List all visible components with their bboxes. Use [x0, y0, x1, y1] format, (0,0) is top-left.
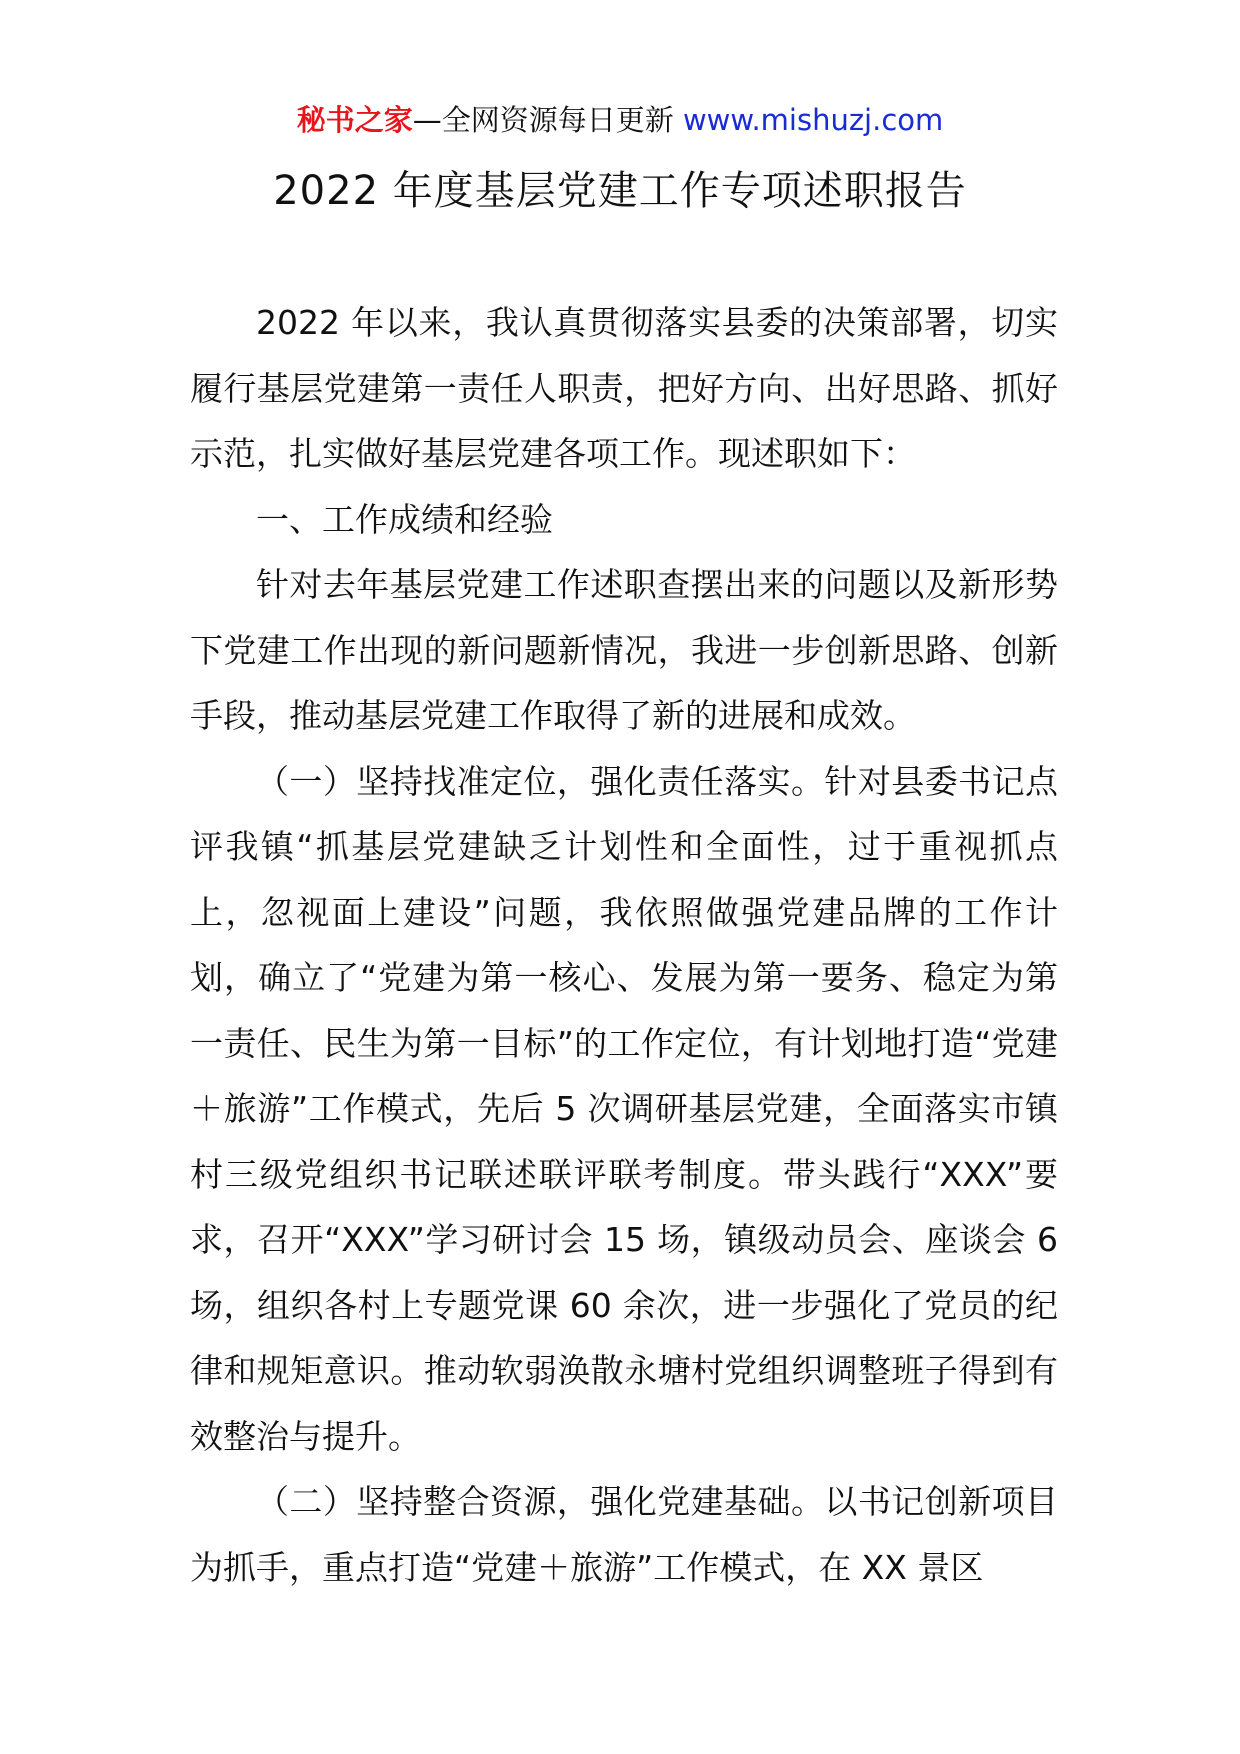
section-heading: 一、工作成绩和经验: [256, 499, 553, 539]
brand-name: 秘书之家: [296, 103, 413, 137]
section-intro-paragraph: 针对去年基层党建工作述职查摆出来的问题以及新形势下党建工作出现的新问题新情况，我进一步创新思路、创新手段，推动基层党建工作取得了新的进展和成效。: [190, 565, 1058, 735]
item-1-paragraph: （一）坚持找准定位，强化责任落实。针对县委书记点评我镇“抓基层党建缺乏计划性和全面性，过于重视抓点上，忽视面上建设”问题，我依照做强党建品牌的工作计划，确立了“党建为第一核心、发展为第一要务、稳定为第一责任、民生为第一目标”的工作定位，有计划地打造“党建＋旅游”工作模式，先后 5 次调研基层党建，全面落实市镇村三级党组织书记联述联评联考制度。带头践行“XXX”要求，召开“XXX”学习研讨会 15 场，镇级动员会、座谈会 6 场，组织各村上专题党课 60 余次，进一步强化了党员的纪律和规矩意识。推动软弱涣散永塘村党组织调整班子得到有效整治与提升。: [190, 761, 1058, 1456]
document-body: [190, 290, 1058, 1600]
site-banner: [0, 100, 1240, 140]
banner-tagline: —全网资源每日更新: [412, 103, 674, 137]
document-title: 2022 年度基层党建工作专项述职报告: [273, 168, 967, 214]
site-url-link[interactable]: www.mishuzj.com: [682, 103, 944, 137]
item-2-paragraph: （二）坚持整合资源，强化党建基础。以书记创新项目为抓手，重点打造“党建＋旅游”工作模式，在 XX 景区: [190, 1482, 1058, 1587]
intro-paragraph: 2022 年以来，我认真贯彻落实县委的决策部署，切实履行基层党建第一责任人职责，把好方向、出好思路、抓好示范，扎实做好基层党建各项工作。现述职如下：: [190, 303, 1058, 473]
